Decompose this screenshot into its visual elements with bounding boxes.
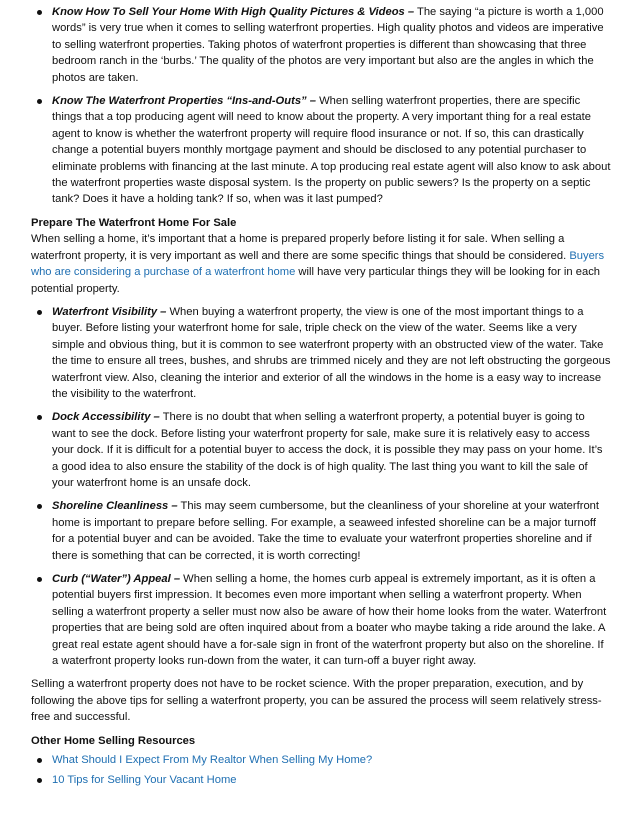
- bullet-lead: Waterfront Visibility –: [52, 305, 167, 318]
- bullet-waterfront-visibility: [31, 304, 611, 402]
- bullet-lead: Dock Accessibility –: [52, 411, 160, 424]
- bullet-lead: Curb (“Water”) Appeal –: [52, 573, 181, 585]
- resource-link-vacant-home-tips[interactable]: 10 Tips for Selling Your Vacant Home: [52, 774, 237, 787]
- bullet-lead: Know How To Sell Your Home With High Quality Pictures & Videos –: [52, 6, 415, 18]
- prepare-text-after: will have very particular things they will be looking for in each potential property.: [31, 266, 601, 295]
- bullet-curb-appeal: [31, 571, 611, 669]
- prepare-text-before: When selling a home, it’s important that a home is prepared properly before listing it for sale. When selling a waterfront property, it is very important as well and there are some specific things that should be considered.: [31, 233, 567, 262]
- resource-item: [31, 752, 611, 768]
- bullet-body: When selling a home, the homes curb appeal is extremely important, as it is often a potential buyers first impression. It becomes even more important when selling a waterfront property. When selling a waterfront property a seller must now also be aware of how their home looks from the water. Waterfront properties that are being sold are often inquired about from a boater who maybe taking a ride around the lake. A great real estate agent should have a for-sale sign in front of the waterfront property but also on the shoreline. If a waterfront property looks run-down from the water, it can turn-off a buyer right away.: [52, 573, 607, 668]
- bullet-dock-accessibility: [31, 409, 611, 491]
- bullet-body: The saying “a picture is worth a 1,000 words” is very true when it comes to selling waterfront properties. High quality photos and videos are imperative to selling waterfront properties. Taking photos of waterfront properties is different than showcasing that three bedroom ranch in the ‘burbs.’ The quality of the photos are very important but also are the angles in which the photos are taken.: [52, 6, 604, 84]
- prep-bullet-list: [31, 304, 611, 670]
- resource-item: [31, 772, 611, 788]
- resource-link-realtor-expectations[interactable]: What Should I Expect From My Realtor When Selling My Home?: [52, 754, 373, 767]
- bullet-body: This may seem cumbersome, but the cleanliness of your shoreline at your waterfront home is important to prepare before selling. For example, a seaweed infested shoreline can be a major turnoff for a potential buyer and can be avoided. Take the time to evaluate your waterfront properties shoreline and if there is something that can be corrected, it is worth correcting!: [52, 500, 599, 562]
- bullet-shoreline-cleanliness: [31, 498, 611, 564]
- bullet-body: There is no doubt that when selling a waterfront property, a potential buyer is going to want to see the dock. Before listing your waterfront property for sale, make sure it is relatively easy to access your dock. If it is difficult for a potential buyer to access the dock, it is possible they may pass on your home. It’s a good idea to also ensure the stability of the dock is of high quality. The last thing you want to kill the sale of your waterfront home is an unsafe dock.: [52, 411, 603, 489]
- buyers-waterfront-link[interactable]: Buyers who are considering a purchase of a waterfront home: [31, 249, 605, 279]
- prepare-heading: Prepare The Waterfront Home For Sale: [31, 216, 237, 229]
- prepare-paragraph: [31, 231, 611, 297]
- top-bullet-list: [31, 4, 611, 208]
- resources-list: [31, 752, 611, 789]
- bullet-lead: Know The Waterfront Properties “Ins-and-Outs” –: [52, 95, 316, 108]
- resources-heading: Other Home Selling Resources: [31, 734, 196, 747]
- bullet-ins-and-outs: [31, 93, 611, 208]
- bullet-body: When buying a waterfront property, the view is one of the most important things to a buyer. Before listing your waterfront home for sale, triple check on the view of the water. Seems like a very simple and obvious thing, but it is common to see waterfront property with an obstructed view of the water. Take the time to ensure all trees, bushes, and shrubs are trimmed nicely and they are not left obstructing the gorgeous waterfront view. Also, cleaning the interior and exterior of all the windows in the home is a easy way to increase the visibility to the waterfront.: [52, 305, 611, 400]
- bullet-high-quality-pictures: [31, 4, 611, 86]
- conclusion-paragraph: Selling a waterfront property does not have to be rocket science. With the proper preparation, execution, and by following the above tips for selling a waterfront property, you can be assured the process will seem relatively stress-free and successful.: [31, 678, 602, 724]
- bullet-lead: Shoreline Cleanliness –: [52, 500, 178, 513]
- bullet-body: When selling waterfront properties, there are specific things that a top producing agent will need to know about the property. A very important thing for a real estate agent to know is whether the waterfront property will require flood insurance or not. If so, this can drastically change a potential buyers monthly mortgage payment and should be disclosed to any potential purchaser to eliminate problems with financing at the last minute. A top producing real estate agent will also know to ask about the waterfront properties waste disposal system. Is the property on public sewers? Is the property on a septic tank? Does it have a holding tank? If so, when was it last pumped?: [52, 95, 611, 206]
